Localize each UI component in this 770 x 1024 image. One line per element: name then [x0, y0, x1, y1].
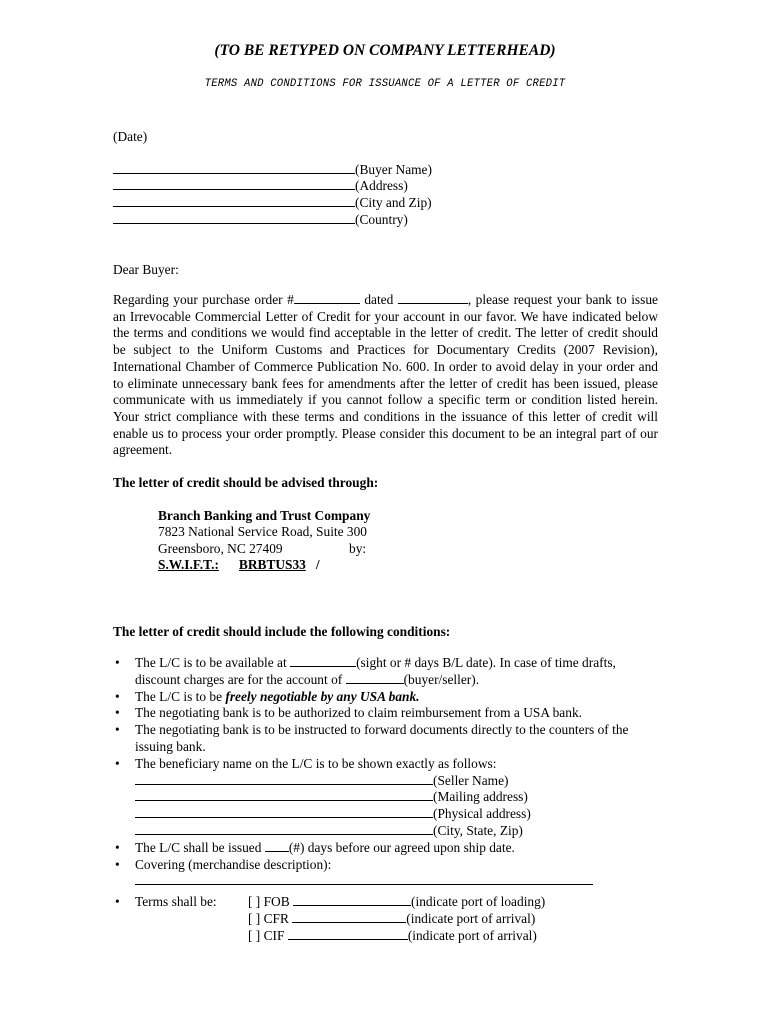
conditions-list	[113, 655, 658, 945]
condition-text: The negotiating bank is to be authorized to claim reimbursement from a USA bank.	[135, 705, 582, 721]
bank-name: Branch Banking and Trust Company	[158, 508, 371, 523]
blank-line	[288, 928, 408, 940]
field-label: (Seller Name)	[433, 772, 509, 788]
city-state-zip-field	[135, 823, 658, 840]
list-item	[113, 705, 658, 722]
condition-text: The beneficiary name on the L/C is to be shown exactly as follows:	[135, 755, 497, 771]
physical-address-field	[135, 806, 658, 823]
advised-heading: The letter of credit should be advised through:	[113, 475, 379, 490]
list-item	[113, 655, 658, 689]
list-item	[113, 840, 658, 857]
bullet-icon: •	[115, 688, 120, 704]
terms-options	[248, 894, 545, 944]
field-label: (Mailing address)	[433, 789, 528, 805]
field-label: (Physical address)	[433, 806, 531, 822]
blank-line	[346, 672, 404, 684]
list-item	[113, 722, 658, 756]
bullet-icon: •	[115, 755, 120, 771]
term-code: [ ] FOB	[248, 894, 290, 910]
swift-slash: /	[315, 557, 320, 572]
buyer-city-field	[113, 195, 432, 212]
buyer-address-field	[113, 178, 408, 195]
bullet-icon: •	[115, 894, 120, 910]
date-label: (Date)	[113, 129, 148, 144]
page-title: (TO BE RETYPED ON COMPANY LETTERHEAD)	[214, 42, 556, 59]
term-cfr	[248, 911, 545, 928]
blank-line	[135, 789, 433, 801]
condition-text: (buyer/seller).	[403, 671, 480, 687]
term-code: [ ] CFR	[248, 910, 289, 926]
blank-line	[292, 911, 406, 923]
blank-line	[135, 806, 433, 818]
swift-code: BRBTUS33	[238, 557, 306, 572]
blank-line	[293, 894, 411, 906]
buyer-address-label: (Address)	[355, 178, 408, 193]
condition-text: (#) days before our agreed upon ship date.	[288, 839, 515, 855]
conditions-heading: The letter of credit should include the following conditions:	[113, 624, 451, 639]
bullet-icon: •	[115, 856, 120, 872]
terms-label: Terms shall be:	[135, 894, 217, 910]
bank-by-label: by:	[349, 541, 367, 556]
date-blank	[398, 292, 468, 304]
bullet-icon: •	[115, 705, 120, 721]
merchandise-field	[135, 873, 658, 890]
term-note: (indicate port of arrival)	[407, 927, 537, 943]
body-text-1: Regarding your purchase order #	[113, 292, 294, 307]
blank-line	[113, 162, 355, 174]
bullet-icon: •	[115, 722, 120, 738]
salutation: Dear Buyer:	[113, 262, 179, 277]
blank-line	[290, 655, 356, 667]
body-text-2: dated	[364, 292, 394, 307]
blank-line	[113, 212, 355, 224]
field-label: (City, State, Zip)	[433, 822, 523, 838]
buyer-country-label: (Country)	[355, 212, 408, 227]
bank-address: 7823 National Service Road, Suite 300	[158, 524, 368, 539]
condition-text: The L/C is to be	[135, 688, 226, 704]
bank-city: Greensboro, NC 27409	[158, 541, 283, 556]
list-item	[113, 689, 658, 706]
swift-label: S.W.I.F.T.:	[158, 557, 219, 572]
body-text-3: , please request your bank to issue an Irrevocable Commercial Letter of Credit for your account in our favor. We have indicated below the terms and conditions we would find acceptable in the letter of credit. The letter of credit should be subject to the Uniform Customs and Practices for Documentary Credits (2007 Revision), International Chamber of Commerce Publication No. 600. In order to avoid delay in your order and to eliminate unnecessary bank fees for amendments after the letter of credit has been issued, please communicate with us immediately if you cannot follow a specific term or condition listed herein. Your strict compliance with these terms and conditions in the issuance of this letter of credit will enable us to process your order promptly. Please consider this document to be an integral part of our agreement.	[113, 292, 658, 458]
list-item	[113, 857, 658, 891]
seller-name-field	[135, 773, 658, 790]
term-fob	[248, 894, 545, 911]
list-item	[113, 756, 658, 840]
mailing-address-field	[135, 789, 658, 806]
swift-line	[158, 557, 320, 574]
bullet-icon: •	[115, 839, 120, 855]
blank-line	[135, 873, 593, 885]
blank-line	[135, 773, 433, 785]
buyer-name-label: (Buyer Name)	[355, 162, 432, 177]
condition-text: The negotiating bank is to be instructed to forward documents directly to the counters of the issuing bank.	[135, 722, 629, 754]
buyer-country-field	[113, 212, 408, 229]
document-subtitle: TERMS AND CONDITIONS FOR ISSUANCE OF A LETTER OF CREDIT	[204, 78, 566, 90]
po-number-blank	[294, 292, 360, 304]
buyer-city-label: (City and Zip)	[355, 195, 432, 210]
term-code: [ ] CIF	[248, 927, 285, 943]
condition-text: Covering (merchandise description):	[135, 856, 332, 872]
condition-text: The L/C shall be issued	[135, 839, 262, 855]
condition-text: The L/C is to be available at	[135, 655, 287, 670]
term-note: (indicate port of loading)	[411, 894, 546, 910]
buyer-name-field	[113, 162, 432, 179]
blank-line	[265, 840, 289, 852]
condition-emphasis: freely negotiable by any USA bank.	[225, 688, 420, 704]
term-cif	[248, 928, 545, 945]
blank-line	[135, 823, 433, 835]
condition-text: (sight or # days B/L date). In case of time drafts, discount charges are for the account of	[135, 655, 616, 687]
blank-line	[113, 178, 355, 190]
blank-line	[113, 195, 355, 207]
bullet-icon: •	[115, 655, 120, 670]
term-note: (indicate port of arrival)	[406, 910, 536, 926]
body-paragraph	[113, 292, 658, 459]
list-item	[113, 894, 658, 944]
